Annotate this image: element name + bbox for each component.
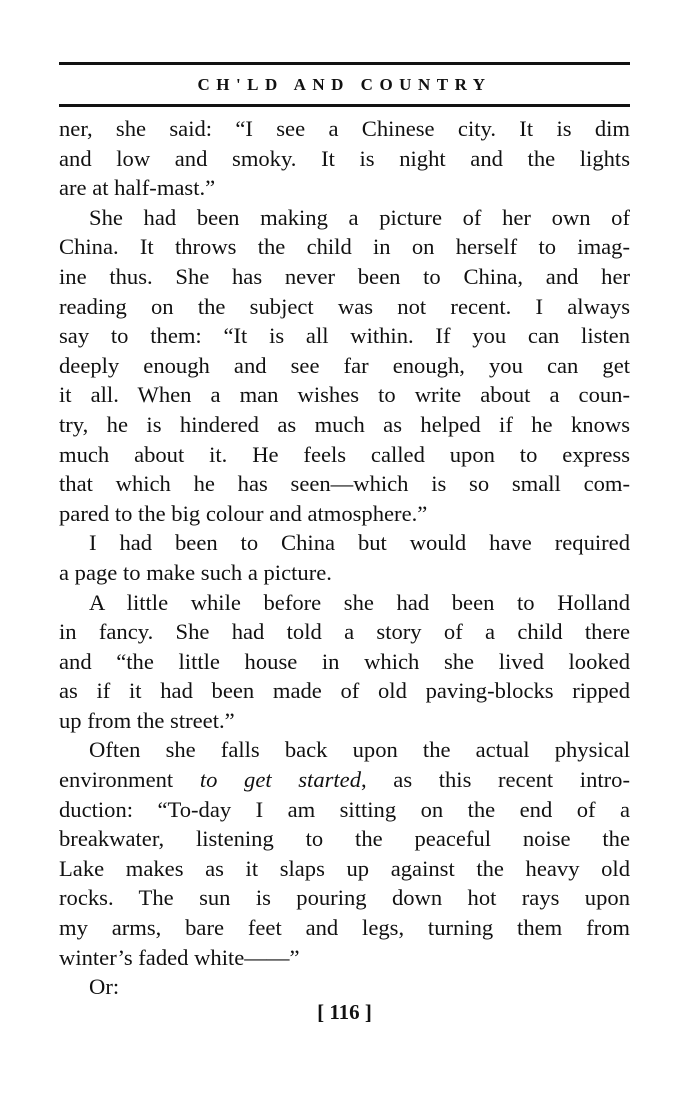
text-line: are at half-mast.” <box>59 175 216 201</box>
text-line: She had been making a picture of her own of <box>89 204 630 230</box>
text-line: ine thus. She has never been to China, and her <box>59 263 630 289</box>
text-span: , as this recent intro- <box>361 767 630 793</box>
text-line: breakwater, listening to the peaceful noise the <box>59 826 630 852</box>
paragraph <box>59 203 630 529</box>
text-line: A little while before she had been to Holland <box>89 589 630 615</box>
text-line: China. It throws the child in on herself to imag- <box>59 234 630 260</box>
italic-phrase: to get started <box>199 767 362 793</box>
text-line: winter’s faded white——” <box>59 944 300 970</box>
body-text <box>59 114 630 1002</box>
text-line: Often she falls back upon the actual physical <box>89 737 630 763</box>
text-line: up from the street.” <box>59 707 235 733</box>
text-line: much about it. He feels called upon to express <box>59 441 630 467</box>
text-line: Or: <box>89 974 120 1000</box>
text-line <box>59 765 630 795</box>
paragraph <box>59 528 630 587</box>
text-line: duction: “To-day I am sitting on the end of a <box>59 796 630 822</box>
text-line: reading on the subject was not recent. I always <box>59 293 630 319</box>
paragraph <box>59 114 630 203</box>
text-line: it all. When a man wishes to write about a coun- <box>59 382 630 408</box>
text-line: I had been to China but would have required <box>89 530 630 556</box>
text-line: rocks. The sun is pouring down hot rays upon <box>59 885 630 911</box>
text-span: environment <box>59 767 200 793</box>
paragraph <box>59 588 630 736</box>
paragraph <box>59 735 630 972</box>
text-line: pared to the big colour and atmosphere.” <box>59 500 428 526</box>
text-line: try, he is hindered as much as helped if he knows <box>59 411 630 437</box>
text-line: ner, she said: “I see a Chinese city. It is dim <box>59 116 630 141</box>
text-line: as if it had been made of old paving-blocks ripped <box>59 678 630 704</box>
book-page <box>59 0 630 1100</box>
text-line: that which he has seen—which is so small com- <box>59 471 630 497</box>
page-number: [ 116 ] <box>317 1000 372 1024</box>
text-line: my arms, bare feet and legs, turning them from <box>59 915 630 941</box>
text-line: say to them: “It is all within. If you can listen <box>59 323 630 349</box>
header-rule-bottom <box>59 104 630 107</box>
text-line: Lake makes as it slaps up against the heavy old <box>59 855 630 881</box>
text-line: and “the little house in which she lived looked <box>59 648 630 674</box>
text-line: deeply enough and see far enough, you can get <box>59 352 630 378</box>
text-line: in fancy. She had told a story of a child there <box>59 619 630 645</box>
text-line: and low and smoky. It is night and the lights <box>59 145 630 171</box>
text-line: a page to make such a picture. <box>59 559 332 585</box>
running-head: CH'LD AND COUNTRY <box>197 75 492 94</box>
header-rule-top <box>59 62 630 65</box>
